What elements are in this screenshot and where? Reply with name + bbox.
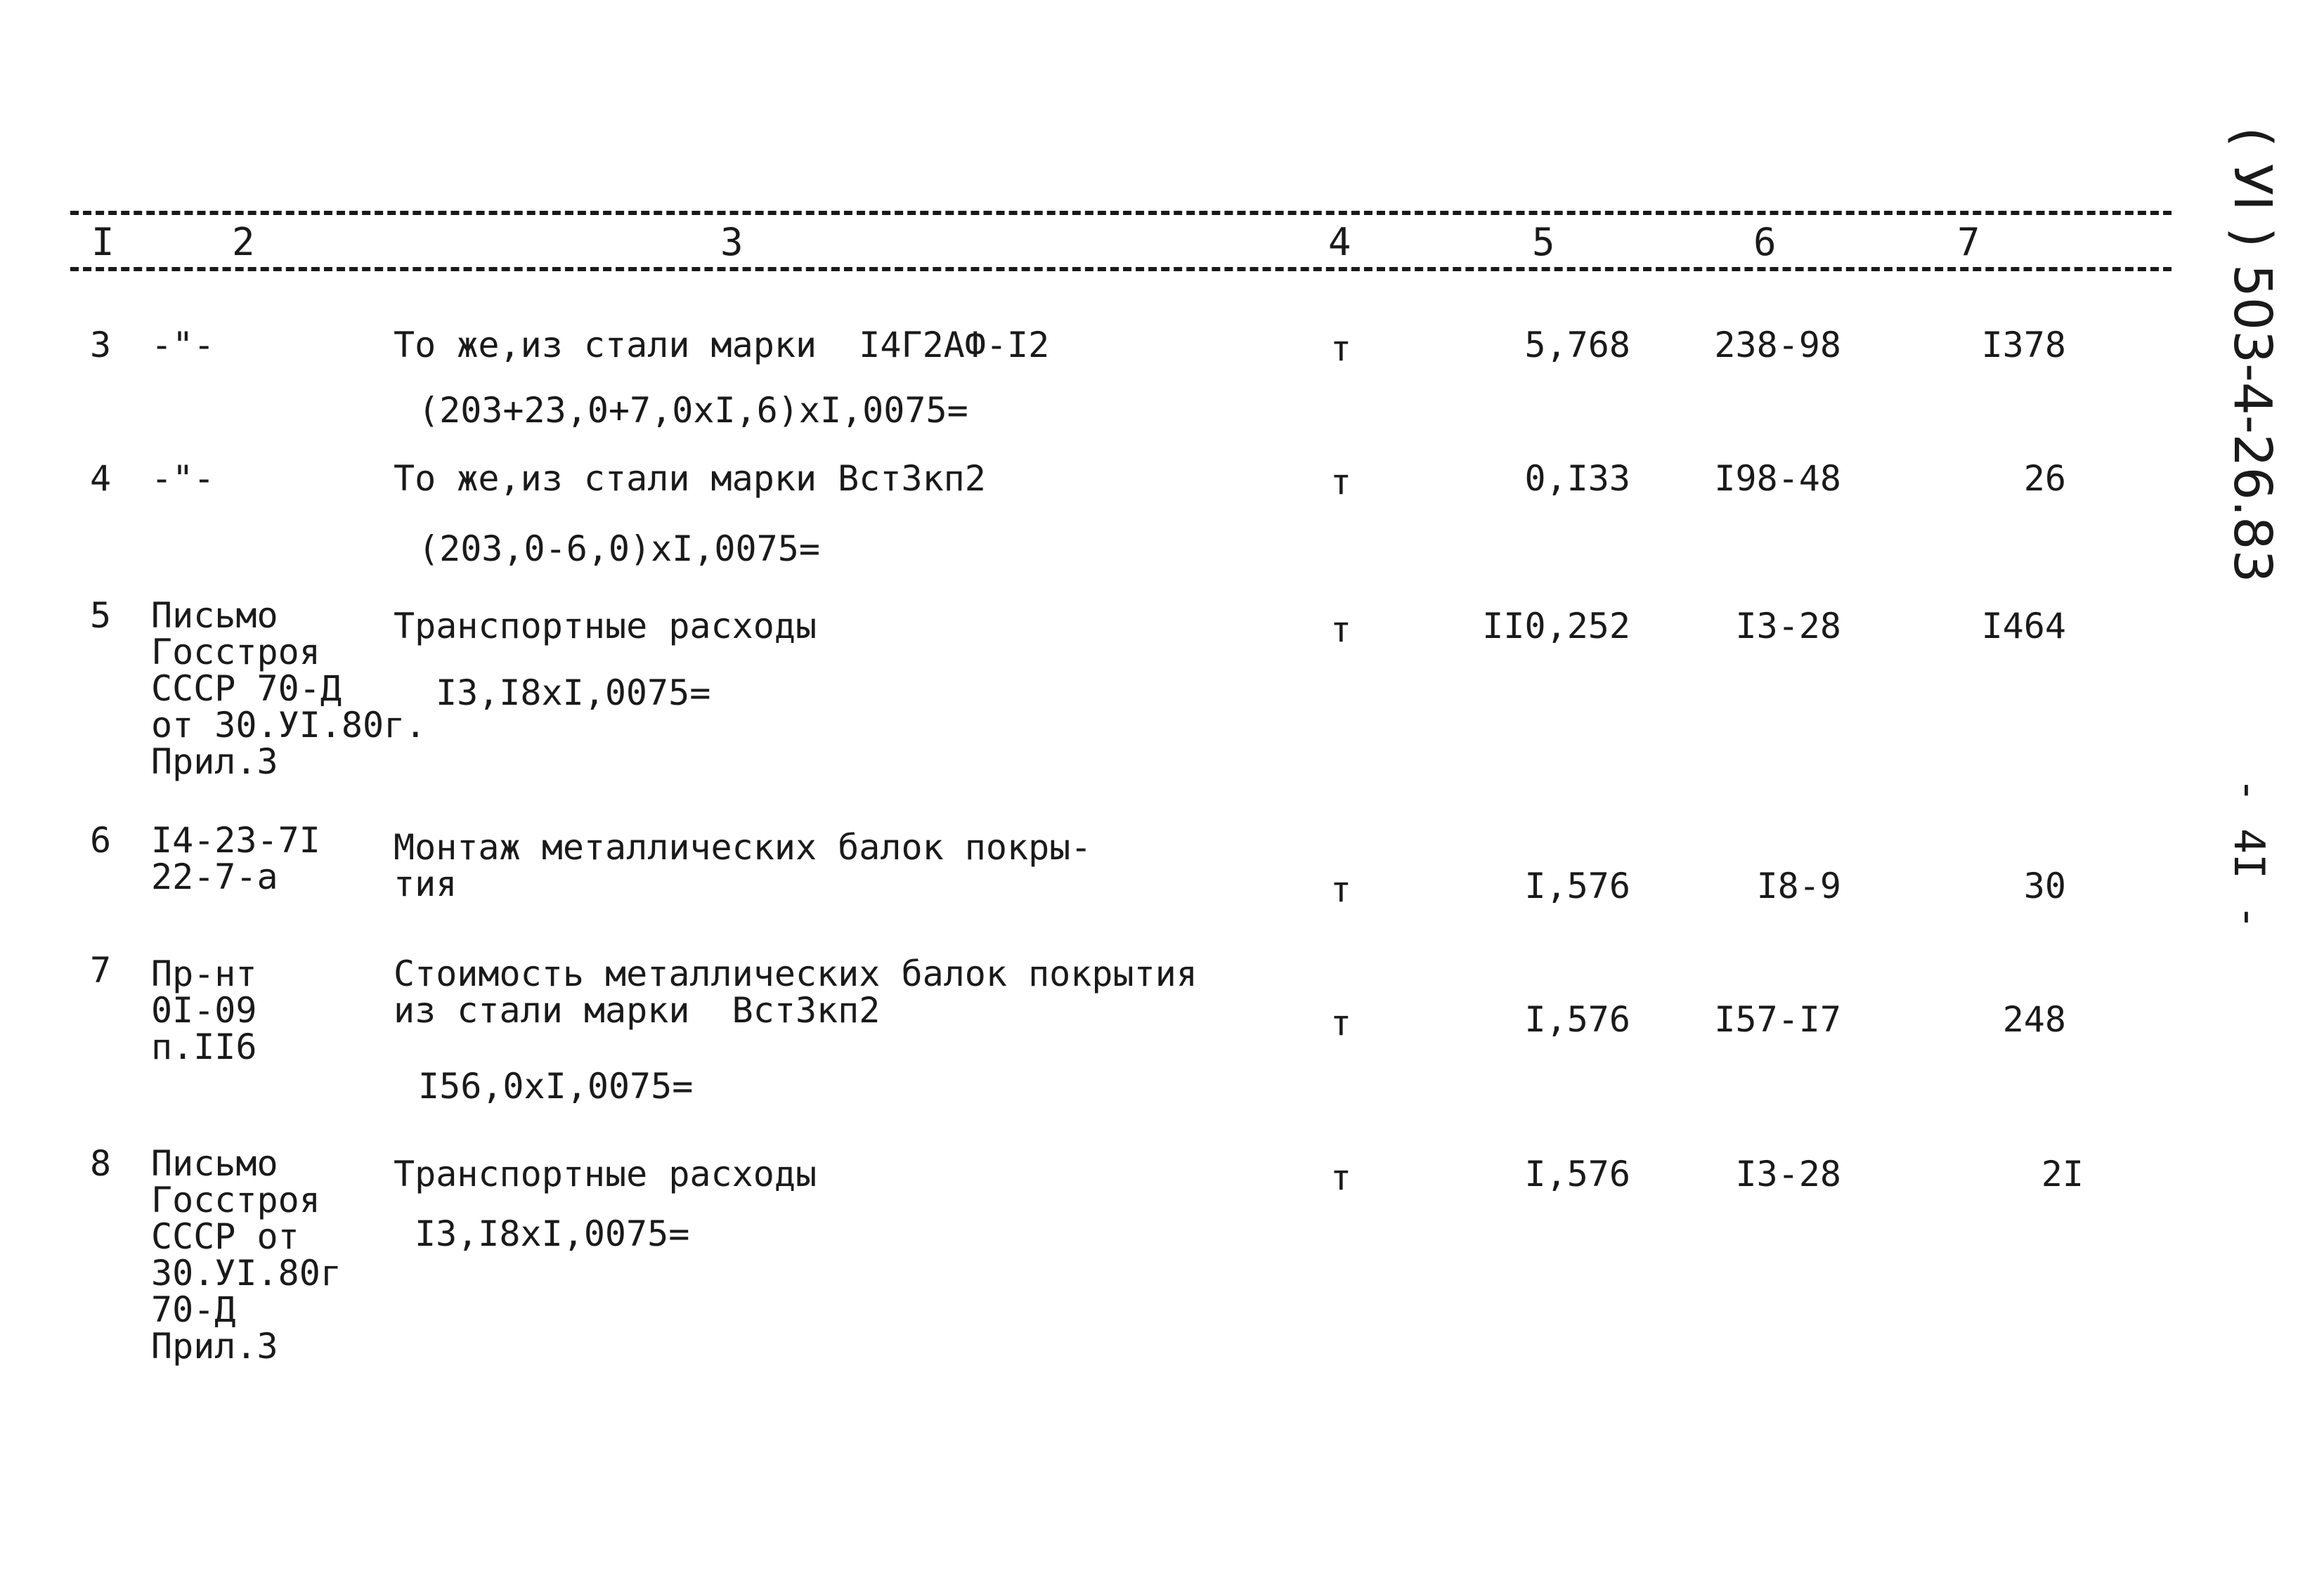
header-col-5: 5 bbox=[1532, 220, 1555, 264]
row-reference: Пр-нт 0I-09 п.II6 bbox=[151, 953, 257, 1067]
row-unit-price: 238-98 bbox=[1714, 325, 1841, 365]
row-number: 8 bbox=[90, 1143, 112, 1184]
row-unit: т bbox=[1330, 869, 1352, 910]
row-number: 4 bbox=[90, 458, 112, 499]
page-number: - 4I - bbox=[2224, 777, 2273, 930]
row-unit: т bbox=[1330, 1157, 1352, 1198]
header-col-7: 7 bbox=[1957, 220, 1980, 264]
row-formula: I56,0xI,0075= bbox=[418, 1066, 694, 1107]
row-total-cost: I464 bbox=[1981, 606, 2066, 646]
row-formula: (203+23,0+7,0xI,6)xI,0075= bbox=[418, 390, 968, 431]
row-unit: т bbox=[1330, 609, 1352, 650]
row-unit-price: I98-48 bbox=[1714, 458, 1841, 499]
row-unit-price: I8-9 bbox=[1756, 866, 1841, 906]
header-bottom-rule bbox=[70, 267, 2172, 271]
header-top-rule bbox=[70, 211, 2172, 215]
row-unit: т bbox=[1330, 1003, 1352, 1043]
row-reference: -"- bbox=[151, 325, 215, 365]
row-formula: I3,I8xI,0075= bbox=[436, 672, 711, 713]
row-number: 3 bbox=[90, 325, 112, 365]
row-unit-price: I3-28 bbox=[1735, 606, 1841, 646]
document-number: 503-4-26.83 bbox=[2222, 263, 2283, 583]
row-number: 5 bbox=[90, 595, 112, 636]
row-quantity: II0,252 bbox=[1482, 606, 1630, 646]
header-col-1: I bbox=[91, 220, 115, 264]
row-description: Транспортные расходы bbox=[394, 1154, 817, 1194]
row-reference: Письмо Госстроя СССР 70-Д от 30.УI.80г. Прил.3 bbox=[151, 595, 427, 782]
row-number: 6 bbox=[90, 820, 112, 861]
row-description: Транспортные расходы bbox=[394, 606, 817, 646]
header-col-2: 2 bbox=[232, 220, 255, 264]
header-col-3: 3 bbox=[720, 220, 744, 264]
row-formula: (203,0-6,0)xI,0075= bbox=[418, 528, 820, 569]
row-reference: -"- bbox=[151, 458, 215, 499]
row-unit-price: I57-I7 bbox=[1714, 999, 1841, 1040]
row-reference: I4-23-7I 22-7-а bbox=[151, 820, 320, 897]
row-formula: I3,I8xI,0075= bbox=[415, 1213, 690, 1254]
row-total-cost: 2I bbox=[2041, 1154, 2084, 1194]
row-description: То же,из стали марки I4Г2АФ-I2 bbox=[394, 325, 1050, 365]
header-col-4: 4 bbox=[1328, 220, 1351, 264]
row-total-cost: 30 bbox=[2023, 866, 2066, 906]
row-description: Стоимость металлических балок покрытия из стали марки ВстЗкп2 bbox=[394, 953, 1197, 1031]
row-total-cost: I378 bbox=[1981, 325, 2066, 365]
row-number: 7 bbox=[90, 950, 112, 991]
row-total-cost: 26 bbox=[2023, 458, 2066, 499]
row-quantity: 5,768 bbox=[1524, 325, 1630, 365]
row-reference: Письмо Госстроя СССР от 30.УI.80г 70-Д Прил.3 bbox=[151, 1143, 342, 1367]
row-total-cost: 248 bbox=[2002, 999, 2066, 1040]
row-quantity: I,576 bbox=[1524, 866, 1630, 906]
header-col-6: 6 bbox=[1753, 220, 1777, 264]
sheet-marker: ( УI ) bbox=[2222, 126, 2283, 248]
row-description: Монтаж металлических балок покры- тия bbox=[394, 827, 1092, 904]
row-unit: т bbox=[1330, 328, 1352, 369]
row-description: То же,из стали марки ВстЗкп2 bbox=[394, 458, 986, 499]
row-unit: т bbox=[1330, 462, 1352, 502]
row-quantity: I,576 bbox=[1524, 1154, 1630, 1194]
row-quantity: 0,I33 bbox=[1524, 458, 1630, 499]
row-quantity: I,576 bbox=[1524, 999, 1630, 1040]
document-code bbox=[2222, 127, 2283, 583]
row-unit-price: I3-28 bbox=[1735, 1154, 1841, 1194]
